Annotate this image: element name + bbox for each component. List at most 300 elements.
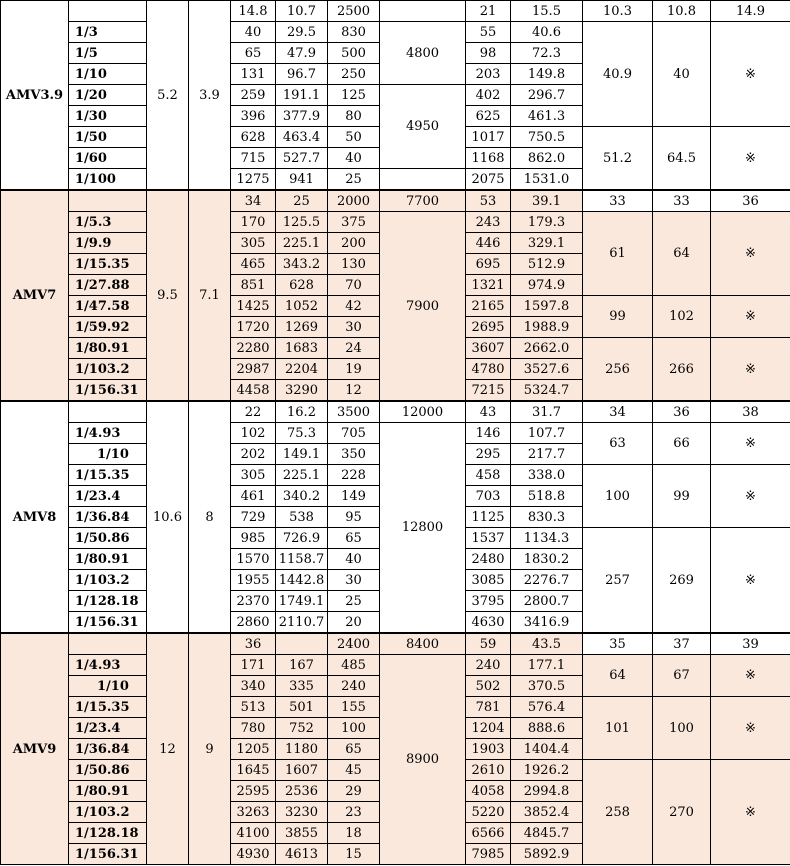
value-cell: 2110.7 — [276, 612, 328, 634]
value-cell: 502 — [466, 676, 511, 697]
value-cell: 527.7 — [276, 148, 328, 169]
value-cell: 131 — [231, 64, 276, 85]
value-cell: 53 — [466, 190, 511, 212]
table-row — [1, 1, 790, 22]
value-cell: 305 — [231, 233, 276, 254]
value-cell: 1607 — [276, 760, 328, 781]
value-cell: 458 — [466, 465, 511, 486]
value-cell: 1052 — [276, 296, 328, 317]
value-cell: 217.7 — [511, 444, 583, 465]
value-cell: 4780 — [466, 359, 511, 380]
value-cell: 1275 — [231, 169, 276, 191]
value-cell: 5324.7 — [511, 380, 583, 402]
value-cell: 95 — [328, 507, 380, 528]
value-cell: 149.8 — [511, 64, 583, 85]
value-cell: 329.1 — [511, 233, 583, 254]
value-cell: 21 — [466, 1, 511, 22]
value-cell: 75.3 — [276, 423, 328, 444]
value-cell: 3416.9 — [511, 612, 583, 634]
value-cell: 830 — [328, 22, 380, 43]
value-cell: 500 — [328, 43, 380, 64]
tail-cell: ※ — [711, 296, 790, 338]
tail-cell: 257 — [583, 528, 653, 634]
value-cell: 513 — [231, 697, 276, 718]
value-cell: 225.1 — [276, 465, 328, 486]
value-cell: 628 — [276, 275, 328, 296]
value-cell: 2800.7 — [511, 591, 583, 612]
ratio-cell: 1/59.92 — [69, 317, 147, 338]
tail-cell: ※ — [711, 127, 790, 191]
tail-cell: 66 — [653, 423, 711, 465]
value-cell: 625 — [466, 106, 511, 127]
value-cell: 203 — [466, 64, 511, 85]
ratio-cell: 1/103.2 — [69, 570, 147, 591]
value-cell: 3085 — [466, 570, 511, 591]
value-cell: 1531.0 — [511, 169, 583, 191]
table-row — [1, 655, 790, 676]
ratio-cell — [69, 633, 147, 655]
ratio-cell: 1/103.2 — [69, 802, 147, 823]
value-cell: 96.7 — [276, 64, 328, 85]
value-cell: 40 — [328, 549, 380, 570]
value-cell: 715 — [231, 148, 276, 169]
value-cell: 50 — [328, 127, 380, 148]
value-cell: 191.1 — [276, 85, 328, 106]
table-row — [1, 22, 790, 43]
table-row — [1, 423, 790, 444]
table-row — [1, 401, 790, 423]
model-cell: AMV8 — [1, 401, 69, 633]
value-cell: 2994.8 — [511, 781, 583, 802]
value-cell: 1204 — [466, 718, 511, 739]
value-cell: 40 — [231, 22, 276, 43]
tail-cell: 36 — [711, 190, 790, 212]
value-cell: 780 — [231, 718, 276, 739]
value-cell: 100 — [328, 718, 380, 739]
tail-cell: 64 — [583, 655, 653, 697]
ratio-cell: 1/80.91 — [69, 338, 147, 359]
value-cell: 80 — [328, 106, 380, 127]
tail-cell: 35 — [583, 633, 653, 655]
value-cell: 538 — [276, 507, 328, 528]
speed-cell — [380, 169, 466, 191]
value-cell: 3230 — [276, 802, 328, 823]
value-cell: 1425 — [231, 296, 276, 317]
value-cell: 1158.7 — [276, 549, 328, 570]
ratio-cell: 1/156.31 — [69, 380, 147, 402]
ratio-cell: 1/27.88 — [69, 275, 147, 296]
value-cell: 10.7 — [276, 1, 328, 22]
ratio-cell — [69, 1, 147, 22]
value-cell: 1269 — [276, 317, 328, 338]
tail-cell: 33 — [583, 190, 653, 212]
value-cell: 703 — [466, 486, 511, 507]
tail-cell: 99 — [583, 296, 653, 338]
value-cell: 726.9 — [276, 528, 328, 549]
ratio-cell: 1/15.35 — [69, 465, 147, 486]
tail-cell: 38 — [711, 401, 790, 423]
value-cell: 2400 — [328, 633, 380, 655]
value-cell: 396 — [231, 106, 276, 127]
value-cell: 1404.4 — [511, 739, 583, 760]
value-cell: 461 — [231, 486, 276, 507]
value-cell: 370.5 — [511, 676, 583, 697]
value-cell: 729 — [231, 507, 276, 528]
model-cell: AMV7 — [1, 190, 69, 401]
tail-cell: ※ — [711, 338, 790, 402]
value-cell: 3263 — [231, 802, 276, 823]
ratio-cell: 1/36.84 — [69, 507, 147, 528]
value-cell: 1955 — [231, 570, 276, 591]
value-cell: 1205 — [231, 739, 276, 760]
value-cell: 446 — [466, 233, 511, 254]
value-cell: 2480 — [466, 549, 511, 570]
value-cell: 1321 — [466, 275, 511, 296]
value-cell: 2000 — [328, 190, 380, 212]
value-cell: 30 — [328, 570, 380, 591]
value-cell: 19 — [328, 359, 380, 380]
value-cell: 24 — [328, 338, 380, 359]
value-cell: 4930 — [231, 844, 276, 865]
value-cell: 375 — [328, 212, 380, 233]
ratio-cell: 1/4.93 — [69, 423, 147, 444]
power-cell: 12 — [147, 633, 189, 865]
value-cell: 15 — [328, 844, 380, 865]
value-cell: 34 — [231, 190, 276, 212]
value-cell: 1168 — [466, 148, 511, 169]
table-row — [1, 212, 790, 233]
value-cell: 1749.1 — [276, 591, 328, 612]
ratio-cell: 1/4.93 — [69, 655, 147, 676]
value-cell: 4845.7 — [511, 823, 583, 844]
ratio-cell: 1/23.4 — [69, 718, 147, 739]
value-cell: 2595 — [231, 781, 276, 802]
value-cell: 2370 — [231, 591, 276, 612]
value-cell: 15.5 — [511, 1, 583, 22]
ratio-cell: 1/3 — [69, 22, 147, 43]
value-cell: 350 — [328, 444, 380, 465]
value-cell: 259 — [231, 85, 276, 106]
ratio-cell: 1/15.35 — [69, 697, 147, 718]
ratio-cell: 1/10 — [69, 64, 147, 85]
tail-cell: 266 — [653, 338, 711, 402]
value-cell: 7985 — [466, 844, 511, 865]
speed-cell: 4800 — [380, 22, 466, 85]
power-cell: 7.1 — [189, 190, 231, 401]
value-cell: 2860 — [231, 612, 276, 634]
power-cell: 9 — [189, 633, 231, 865]
ratio-cell: 1/9.9 — [69, 233, 147, 254]
value-cell: 59 — [466, 633, 511, 655]
value-cell: 146 — [466, 423, 511, 444]
ratio-cell: 1/103.2 — [69, 359, 147, 380]
value-cell: 177.1 — [511, 655, 583, 676]
value-cell: 2610 — [466, 760, 511, 781]
value-cell: 23 — [328, 802, 380, 823]
value-cell: 2075 — [466, 169, 511, 191]
value-cell: 340 — [231, 676, 276, 697]
value-cell: 14.8 — [231, 1, 276, 22]
model-cell: AMV9 — [1, 633, 69, 865]
value-cell: 45 — [328, 760, 380, 781]
ratio-cell: 1/80.91 — [69, 781, 147, 802]
value-cell: 335 — [276, 676, 328, 697]
value-cell: 1125 — [466, 507, 511, 528]
value-cell: 340.2 — [276, 486, 328, 507]
value-cell: 305 — [231, 465, 276, 486]
value-cell: 781 — [466, 697, 511, 718]
value-cell: 295 — [466, 444, 511, 465]
table-row — [1, 633, 790, 655]
tail-cell: 14.9 — [711, 1, 790, 22]
value-cell: 343.2 — [276, 254, 328, 275]
ratio-cell: 1/10 — [69, 676, 147, 697]
value-cell: 25 — [328, 169, 380, 191]
value-cell: 4100 — [231, 823, 276, 844]
value-cell: 179.3 — [511, 212, 583, 233]
tail-cell: 64 — [653, 212, 711, 296]
value-cell: 12 — [328, 380, 380, 402]
tail-cell: 100 — [653, 697, 711, 760]
value-cell: 2536 — [276, 781, 328, 802]
value-cell: 1903 — [466, 739, 511, 760]
tail-cell: 270 — [653, 760, 711, 865]
value-cell: 1926.2 — [511, 760, 583, 781]
value-cell: 20 — [328, 612, 380, 634]
speed-cell: 12800 — [380, 423, 466, 634]
value-cell: 25 — [276, 190, 328, 212]
tail-cell: 67 — [653, 655, 711, 697]
value-cell: 463.4 — [276, 127, 328, 148]
power-cell: 9.5 — [147, 190, 189, 401]
speed-cell: 8400 — [380, 633, 466, 655]
value-cell: 1830.2 — [511, 549, 583, 570]
tail-cell: 39 — [711, 633, 790, 655]
table-row — [1, 190, 790, 212]
value-cell: 296.7 — [511, 85, 583, 106]
value-cell: 830.3 — [511, 507, 583, 528]
ratio-cell: 1/20 — [69, 85, 147, 106]
value-cell: 130 — [328, 254, 380, 275]
tail-cell: 63 — [583, 423, 653, 465]
value-cell: 2500 — [328, 1, 380, 22]
value-cell: 461.3 — [511, 106, 583, 127]
value-cell: 5220 — [466, 802, 511, 823]
value-cell: 512.9 — [511, 254, 583, 275]
ratio-cell: 1/36.84 — [69, 739, 147, 760]
tail-cell: ※ — [711, 22, 790, 127]
tail-cell: 40 — [653, 22, 711, 127]
value-cell: 465 — [231, 254, 276, 275]
value-cell: 3607 — [466, 338, 511, 359]
speed-cell: 7900 — [380, 212, 466, 402]
tail-cell: 258 — [583, 760, 653, 865]
value-cell: 2987 — [231, 359, 276, 380]
ratio-cell: 1/80.91 — [69, 549, 147, 570]
value-cell: 70 — [328, 275, 380, 296]
value-cell: 170 — [231, 212, 276, 233]
power-cell: 5.2 — [147, 1, 189, 191]
value-cell: 851 — [231, 275, 276, 296]
tail-cell: 256 — [583, 338, 653, 402]
value-cell: 31.7 — [511, 401, 583, 423]
speed-cell: 12000 — [380, 401, 466, 423]
tail-cell: 269 — [653, 528, 711, 634]
value-cell: 39.1 — [511, 190, 583, 212]
value-cell: 149.1 — [276, 444, 328, 465]
value-cell: 941 — [276, 169, 328, 191]
ratio-cell: 1/10 — [69, 444, 147, 465]
speed-cell: 4950 — [380, 85, 466, 169]
value-cell: 18 — [328, 823, 380, 844]
value-cell: 240 — [328, 676, 380, 697]
value-cell: 752 — [276, 718, 328, 739]
tail-cell: ※ — [711, 423, 790, 465]
tail-cell: ※ — [711, 697, 790, 760]
ratio-cell: 1/50 — [69, 127, 147, 148]
value-cell: 29 — [328, 781, 380, 802]
spec-table-body — [1, 1, 790, 865]
value-cell: 377.9 — [276, 106, 328, 127]
value-cell: 40 — [328, 148, 380, 169]
value-cell: 43 — [466, 401, 511, 423]
ratio-cell: 1/15.35 — [69, 254, 147, 275]
tail-cell: 100 — [583, 465, 653, 528]
value-cell: 1134.3 — [511, 528, 583, 549]
value-cell: 228 — [328, 465, 380, 486]
value-cell: 985 — [231, 528, 276, 549]
value-cell: 171 — [231, 655, 276, 676]
value-cell: 240 — [466, 655, 511, 676]
value-cell: 518.8 — [511, 486, 583, 507]
model-cell: AMV3.9 — [1, 1, 69, 191]
value-cell: 125.5 — [276, 212, 328, 233]
value-cell: 72.3 — [511, 43, 583, 64]
value-cell: 888.6 — [511, 718, 583, 739]
value-cell: 1017 — [466, 127, 511, 148]
ratio-cell: 1/5 — [69, 43, 147, 64]
tail-cell: 33 — [653, 190, 711, 212]
value-cell: 1645 — [231, 760, 276, 781]
tail-cell: 61 — [583, 212, 653, 296]
value-cell: 202 — [231, 444, 276, 465]
value-cell: 3527.6 — [511, 359, 583, 380]
ratio-cell: 1/47.58 — [69, 296, 147, 317]
value-cell: 3500 — [328, 401, 380, 423]
ratio-cell — [69, 401, 147, 423]
ratio-cell: 1/30 — [69, 106, 147, 127]
value-cell: 1442.8 — [276, 570, 328, 591]
value-cell: 225.1 — [276, 233, 328, 254]
ratio-cell: 1/5.3 — [69, 212, 147, 233]
value-cell: 1683 — [276, 338, 328, 359]
value-cell: 167 — [276, 655, 328, 676]
value-cell: 7215 — [466, 380, 511, 402]
ratio-cell: 1/60 — [69, 148, 147, 169]
value-cell: 243 — [466, 212, 511, 233]
power-cell: 10.6 — [147, 401, 189, 633]
tail-cell: ※ — [711, 528, 790, 634]
value-cell: 22 — [231, 401, 276, 423]
value-cell: 65 — [328, 739, 380, 760]
value-cell: 338.0 — [511, 465, 583, 486]
value-cell: 40.6 — [511, 22, 583, 43]
value-cell: 3795 — [466, 591, 511, 612]
tail-cell: ※ — [711, 465, 790, 528]
value-cell: 42 — [328, 296, 380, 317]
value-cell: 55 — [466, 22, 511, 43]
value-cell: 250 — [328, 64, 380, 85]
value-cell: 862.0 — [511, 148, 583, 169]
value-cell: 149 — [328, 486, 380, 507]
value-cell: 47.9 — [276, 43, 328, 64]
tail-cell: 37 — [653, 633, 711, 655]
value-cell: 4630 — [466, 612, 511, 634]
value-cell: 6566 — [466, 823, 511, 844]
ratio-cell: 1/23.4 — [69, 486, 147, 507]
value-cell: 628 — [231, 127, 276, 148]
tail-cell: 36 — [653, 401, 711, 423]
value-cell: 1988.9 — [511, 317, 583, 338]
value-cell: 2662.0 — [511, 338, 583, 359]
value-cell: 485 — [328, 655, 380, 676]
value-cell: 155 — [328, 697, 380, 718]
value-cell: 125 — [328, 85, 380, 106]
tail-cell: ※ — [711, 655, 790, 697]
value-cell: 2204 — [276, 359, 328, 380]
value-cell: 36 — [231, 633, 276, 655]
value-cell: 2276.7 — [511, 570, 583, 591]
ratio-cell: 1/50.86 — [69, 760, 147, 781]
value-cell: 200 — [328, 233, 380, 254]
value-cell: 4613 — [276, 844, 328, 865]
value-cell: 2165 — [466, 296, 511, 317]
ratio-cell: 1/128.18 — [69, 823, 147, 844]
value-cell: 1597.8 — [511, 296, 583, 317]
value-cell: 1720 — [231, 317, 276, 338]
ratio-cell: 1/100 — [69, 169, 147, 191]
tail-cell: 99 — [653, 465, 711, 528]
speed-cell: 8900 — [380, 655, 466, 865]
value-cell: 65 — [231, 43, 276, 64]
tail-cell: 64.5 — [653, 127, 711, 191]
tail-cell: 10.3 — [583, 1, 653, 22]
value-cell: 102 — [231, 423, 276, 444]
tail-cell: 51.2 — [583, 127, 653, 191]
tail-cell: 40.9 — [583, 22, 653, 127]
tail-cell: ※ — [711, 212, 790, 296]
speed-cell: 7700 — [380, 190, 466, 212]
value-cell: 3855 — [276, 823, 328, 844]
value-cell: 750.5 — [511, 127, 583, 148]
value-cell: 65 — [328, 528, 380, 549]
value-cell — [276, 633, 328, 655]
value-cell: 695 — [466, 254, 511, 275]
value-cell: 25 — [328, 591, 380, 612]
value-cell: 1537 — [466, 528, 511, 549]
speed-cell — [380, 1, 466, 22]
value-cell: 43.5 — [511, 633, 583, 655]
value-cell: 4058 — [466, 781, 511, 802]
value-cell: 974.9 — [511, 275, 583, 296]
value-cell: 3290 — [276, 380, 328, 402]
value-cell: 3852.4 — [511, 802, 583, 823]
power-cell: 8 — [189, 401, 231, 633]
ratio-cell: 1/50.86 — [69, 528, 147, 549]
ratio-cell: 1/156.31 — [69, 612, 147, 634]
power-cell: 3.9 — [189, 1, 231, 191]
ratio-cell — [69, 190, 147, 212]
